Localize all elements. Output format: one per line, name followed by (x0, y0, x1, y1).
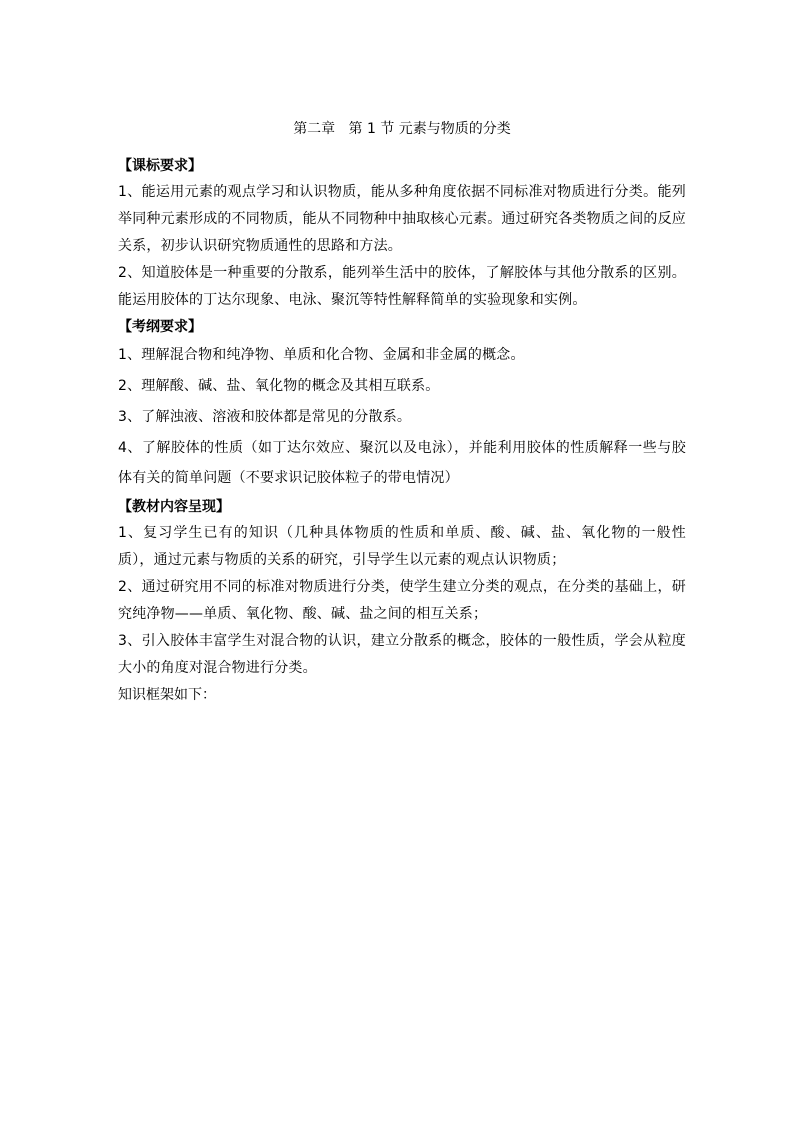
section-heading: 【课标要求】 (118, 158, 202, 174)
paragraph: 3、了解浊液、溶液和胶体都是常见的分散系。 (118, 409, 412, 425)
document-content (118, 117, 686, 709)
section-textbook-content (118, 494, 686, 682)
paragraph: 2、通过研究用不同的标准对物质进行分类，使学生建立分类的观点，在分类的基础上，研究纯净物——单质、氧化物、酸、碱、盐之间的相互关系； (118, 579, 686, 622)
document-title: 第二章 第 1 节 元素与物质的分类 (293, 121, 511, 137)
section-heading: 【教材内容呈现】 (118, 499, 230, 515)
knowledge-framework-label: 知识框架如下： (118, 687, 216, 703)
paragraph: 2、理解酸、碱、盐、氧化物的概念及其相互联系。 (118, 378, 440, 394)
section-curriculum-requirements (118, 153, 686, 314)
section-exam-requirements (118, 314, 686, 493)
paragraph: 1、能运用元素的观点学习和认识物质，能从多种角度依据不同标准对物质进行分类。能列举同种元素形成的不同物质，能从不同物种中抽取核心元素。通过研究各类物质之间的反应关系，初步认识研究物质通性的思路和方法。 (118, 184, 686, 254)
paragraph: 2、知道胶体是一种重要的分散系，能列举生活中的胶体，了解胶体与其他分散系的区别。能运用胶体的丁达尔现象、电泳、聚沉等特性解释简单的实验现象和实例。 (118, 265, 686, 308)
paragraph: 1、复习学生已有的知识（几种具体物质的性质和单质、酸、碱、盐、氧化物的一般性质），通过元素与物质的关系的研究，引导学生以元素的观点认识物质； (118, 525, 686, 568)
paragraph: 1、理解混合物和纯净物、单质和化合物、金属和非金属的概念。 (118, 347, 525, 363)
section-heading: 【考纲要求】 (118, 319, 202, 335)
paragraph: 3、引入胶体丰富学生对混合物的认识，建立分散系的概念，胶体的一般性质，学会从粒度大小的角度对混合物进行分类。 (118, 633, 686, 676)
paragraph: 4、了解胶体的性质（如丁达尔效应、聚沉以及电泳），并能利用胶体的性质解释一些与胶体有关的简单问题（不要求识记胶体粒子的带电情况） (118, 440, 686, 486)
